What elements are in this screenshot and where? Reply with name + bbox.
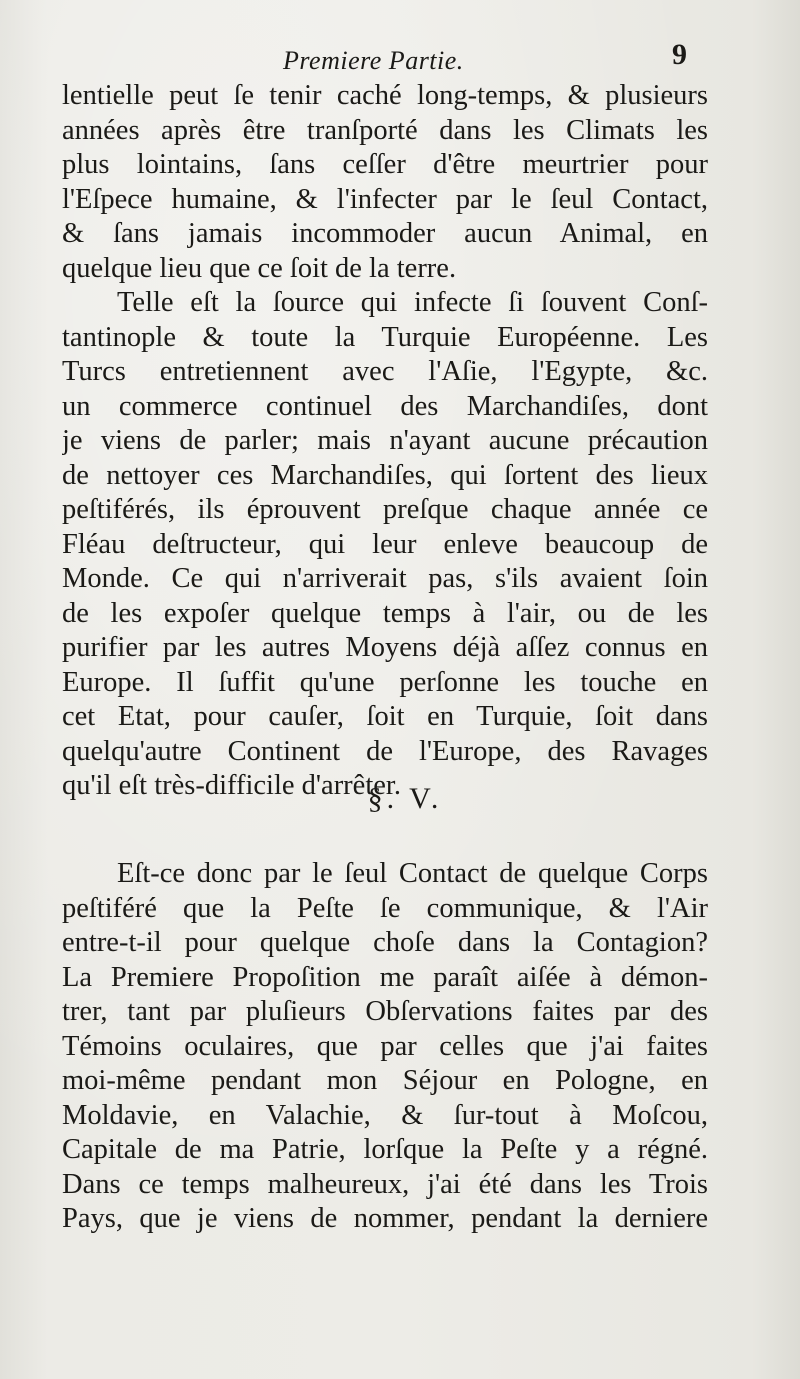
text-line: je viens de parler; mais n'ayant aucune précaution — [62, 425, 708, 456]
page-number: 9 — [672, 38, 687, 71]
text-line: plus lointains, ſans ceſſer d'être meurtrier pour — [62, 149, 708, 180]
text-line: Eſt-ce donc par le ſeul Contact de quelque Corps — [117, 858, 708, 889]
text-line: Témoins oculaires, que par celles que j'ai faites — [62, 1030, 708, 1062]
text-line: tantinople & toute la Turquie Européenne. Les — [62, 321, 708, 353]
text-line: Monde. Ce qui n'arriverait pas, s'ils avaient ſoin — [62, 563, 708, 594]
text-line: purifier par les autres Moyens déjà aſſez connus en — [62, 632, 708, 663]
text-line: Turcs entretiennent avec l'Aſie, l'Egypte, &c. — [62, 356, 708, 387]
body-text — [62, 79, 708, 804]
text-line: lentielle peut ſe tenir caché long-temps, & plusieurs — [62, 80, 708, 111]
text-line: un commerce continuel des Marchandiſes, dont — [62, 390, 708, 422]
text-line: quelqu'autre Continent de l'Europe, des Ravages — [62, 735, 708, 767]
paragraph-3 — [62, 857, 708, 1237]
text-line: Pays, que je viens de nommer, pendant la derniere — [62, 1203, 708, 1234]
text-line: entre-t-il pour quelque choſe dans la Contagion? — [62, 927, 708, 958]
text-line: Europe. Il ſuffit qu'une perſonne les touche en — [62, 666, 708, 698]
text-line: trer, tant par pluſieurs Obſervations faites par des — [62, 996, 708, 1027]
text-line: La Premiere Propoſition me paraît aiſée à démon- — [62, 961, 708, 993]
text-line: qu'il eſt très-difficile d'arrêter. — [62, 770, 401, 801]
text-line: cet Etat, pour cauſer, ſoit en Turquie, ſoit dans — [62, 701, 708, 732]
paragraph-2 — [62, 286, 708, 804]
text-line: Fléau deſtructeur, qui leur enleve beaucoup de — [62, 528, 708, 560]
text-line: & ſans jamais incommoder aucun Animal, en — [62, 218, 708, 249]
text-line: l'Eſpece humaine, & l'infecter par le ſeul Contact, — [62, 183, 708, 215]
text-line: peſtiférés, ils éprouvent preſque chaque année ce — [62, 494, 708, 525]
text-line: peſtiféré que la Peſte ſe communique, & l'Air — [62, 892, 708, 924]
text-line: de les expoſer quelque temps à l'air, ou de les — [62, 597, 708, 629]
text-line: moi-même pendant mon Séjour en Pologne, en — [62, 1065, 708, 1096]
text-line: de nettoyer ces Marchandiſes, qui ſortent des lieux — [62, 459, 708, 491]
text-line: Moldavie, en Valachie, & ſur-tout à Moſcou, — [62, 1099, 708, 1131]
paragraph-1 — [62, 79, 708, 286]
text-line: Dans ce temps malheureux, j'ai été dans les Trois — [62, 1168, 708, 1200]
text-line: Telle eſt la ſource qui infecte ſi ſouvent Conſ- — [117, 287, 708, 318]
section-heading: §. V. — [367, 782, 443, 815]
text-line: années après être tranſporté dans les Climats les — [62, 114, 708, 146]
text-line: Capitale de ma Patrie, lorſque la Peſte y a régné. — [62, 1134, 708, 1165]
text-line: quelque lieu que ce ſoit de la terre. — [62, 252, 457, 284]
page-header — [0, 38, 800, 84]
running-title: Premiere Partie. — [283, 46, 464, 75]
